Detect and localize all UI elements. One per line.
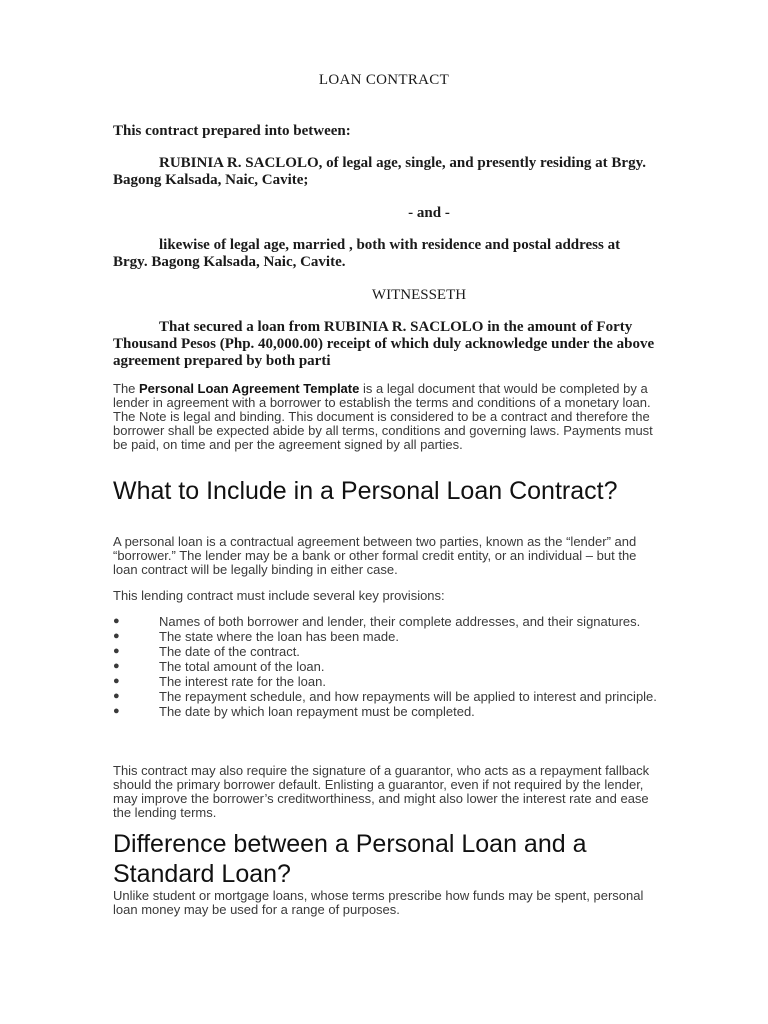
loan-clause-paragraph: That secured a loan from RUBINIA R. SACLOLO in the amount of Forty Thousand Pesos (Php. 40,000.00) receipt of which duly acknowledge under the above agreement prepared by both parti — [113, 319, 655, 369]
intro-rest: is a legal document that would be completed by a lender in agreement with a borrower to establish the terms and conditions of a monetary loan. The Note is legal and binding. This document is considered to be a contract and therefore the borrower shall be expected abide by all terms, conditions and governing laws. Payments must be paid, on time and per the agreement signed by all parties. — [113, 381, 653, 452]
provisions-list — [113, 614, 658, 719]
list-item: ● The date of the contract. — [113, 644, 300, 659]
provisions-intro: This lending contract must include several key provisions: — [113, 588, 445, 603]
guarantor-paragraph: This contract may also require the signature of a guarantor, who acts as a repayment fallback should the primary borrower default. Enlisting a guarantor, even if not required by the lender, may improve the borrower’s creditworthiness, and might also lower the interest rate and ease the lending terms. — [113, 763, 650, 820]
list-item: ● The total amount of the loan. — [113, 659, 325, 674]
bullet-icon: ● — [113, 690, 120, 702]
list-item: ● The date by which loan repayment must be completed. — [113, 704, 475, 719]
intro-prefix: The — [113, 381, 140, 396]
list-item: ● The repayment schedule, and how repayments will be applied to interest and principle. — [113, 689, 657, 704]
heading-difference: Difference between a Personal Loan and a Standard Loan? — [113, 830, 587, 888]
personal-loan-definition: A personal loan is a contractual agreement between two parties, known as the “lender” and “borrower.” The lender may be a bank or other formal credit entity, or an individual – but the loan contract will be legally binding in either case. — [113, 534, 637, 577]
list-item: ● The interest rate for the loan. — [113, 674, 326, 689]
witnesseth-heading: WITNESSETH — [371, 287, 467, 303]
bullet-icon: ● — [113, 660, 120, 672]
party-two-paragraph: likewise of legal age, married , both with residence and postal address at Brgy. Bagong Kalsada, Naic, Cavite. — [113, 237, 621, 270]
template-name: Personal Loan Agreement Template — [139, 381, 360, 396]
difference-paragraph: Unlike student or mortgage loans, whose terms prescribe how funds may be spent, personal loan money may be used for a range of purposes. — [113, 888, 644, 917]
heading-what-to-include: What to Include in a Personal Loan Contract? — [113, 477, 618, 505]
article-intro-paragraph — [113, 382, 658, 452]
contract-intro: This contract prepared into between: — [113, 123, 351, 139]
bullet-icon: ● — [113, 645, 120, 657]
bullet-icon: ● — [113, 615, 120, 627]
list-item: ● Names of both borrower and lender, their complete addresses, and their signatures. — [113, 614, 641, 629]
party-one-paragraph: RUBINIA R. SACLOLO, of legal age, single, and presently residing at Brgy. Bagong Kalsada, Naic, Cavite; — [113, 155, 646, 188]
bullet-icon: ● — [113, 705, 120, 717]
document-title: LOAN CONTRACT — [318, 72, 450, 88]
bullet-icon: ● — [113, 675, 120, 687]
and-separator: - and - — [408, 205, 450, 221]
list-item: ● The state where the loan has been made. — [113, 629, 399, 644]
bullet-icon: ● — [113, 630, 120, 642]
